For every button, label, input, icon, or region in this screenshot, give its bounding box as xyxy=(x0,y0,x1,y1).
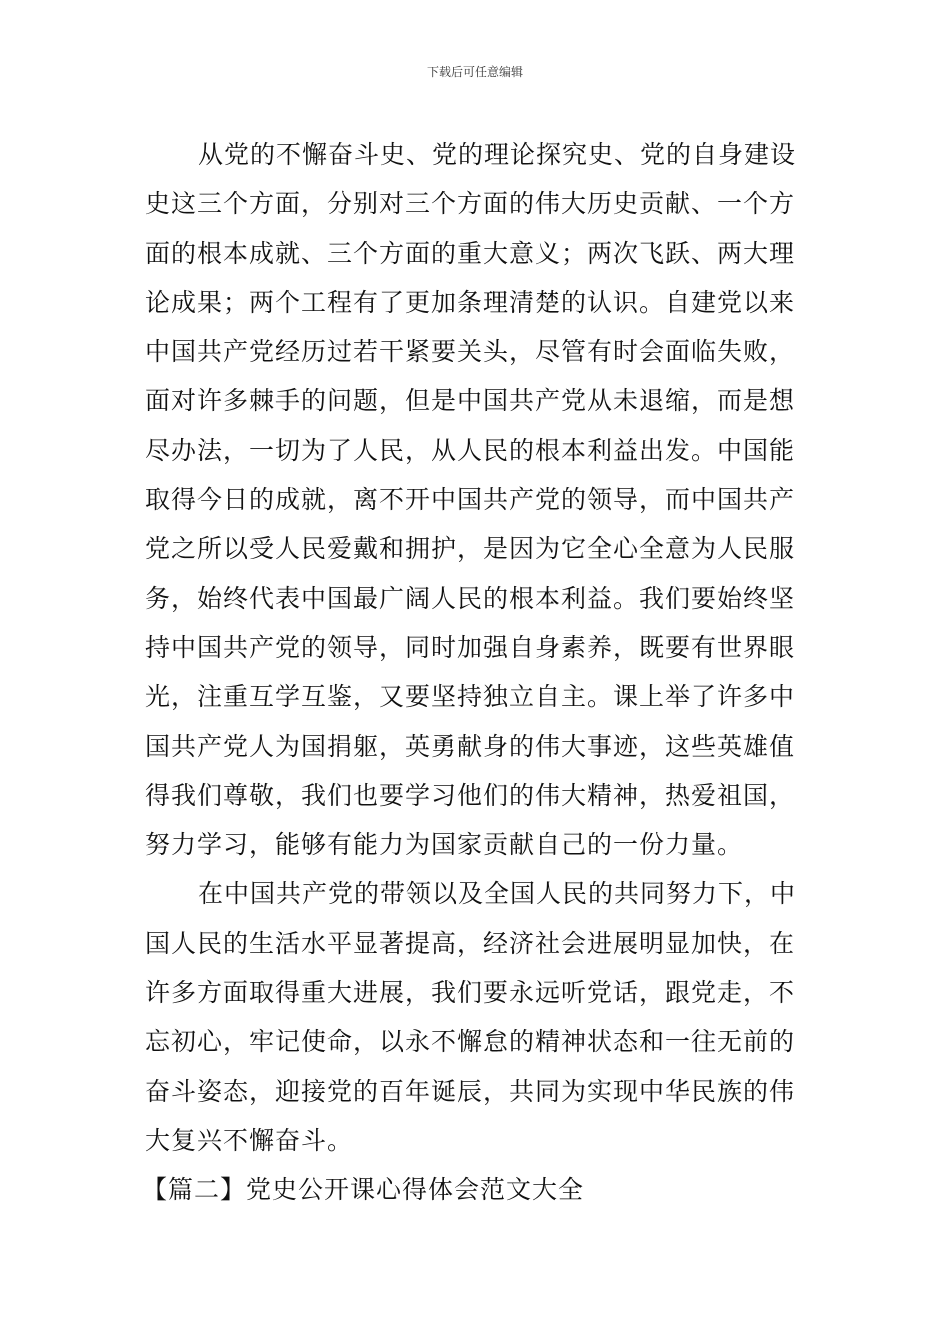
text-line: 面对许多棘手的问题，但是中国共产党从未退缩，而是想 xyxy=(145,386,796,416)
paragraph-1 xyxy=(145,130,807,869)
text-line: 持中国共产党的领导，同时加强自身素养，既要有世界眼 xyxy=(145,632,796,662)
text-line: 取得今日的成就，离不开中国共产党的领导，而中国共产 xyxy=(145,485,796,515)
text-line: 奋斗姿态，迎接党的百年诞辰，共同为实现中华民族的伟 xyxy=(145,1076,796,1106)
text-line: 许多方面取得重大进展，我们要永远听党话，跟党走，不 xyxy=(145,978,796,1008)
text-line: 从党的不懈奋斗史、党的理论探究史、党的自身建设 xyxy=(198,140,797,169)
text-line: 得我们尊敬，我们也要学习他们的伟大精神，热爱祖国， xyxy=(145,780,796,810)
text-line: 国人民的生活水平显著提高，经济社会进展明显加快，在 xyxy=(145,928,796,958)
text-line: 面的根本成就、三个方面的重大意义；两次飞跃、两大理 xyxy=(145,238,796,268)
text-line: 中国共产党经历过若干紧要关头，尽管有时会面临失败， xyxy=(145,337,796,367)
text-line: 忘初心，牢记使命，以永不懈怠的精神状态和一往无前的 xyxy=(145,1027,796,1057)
paragraph-2 xyxy=(145,869,807,1165)
text-line: 国共产党人为国捐躯，英勇献身的伟大事迹，这些英雄值 xyxy=(145,731,796,761)
section-heading: 【篇二】党史公开课心得体会范文大全 xyxy=(142,1175,585,1205)
text-line: 在中国共产党的带领以及全国人民的共同努力下，中 xyxy=(198,879,797,909)
text-line: 光，注重互学互鉴，又要坚持独立自主。课上举了许多中 xyxy=(145,682,796,712)
text-line: 尽办法，一切为了人民，从人民的根本利益出发。中国能 xyxy=(145,435,796,465)
document-body xyxy=(142,130,807,1215)
text-line: 论成果；两个工程有了更加条理清楚的认识。自建党以来 xyxy=(145,287,796,317)
page-header-note: 下载后可任意编辑 xyxy=(426,65,523,79)
text-line: 大复兴不懈奋斗。 xyxy=(145,1125,354,1155)
text-line: 史这三个方面，分别对三个方面的伟大历史贡献、一个方 xyxy=(145,189,796,219)
text-line: 努力学习，能够有能力为国家贡献自己的一份力量。 xyxy=(145,830,744,860)
text-line: 党之所以受人民爱戴和拥护，是因为它全心全意为人民服 xyxy=(145,534,796,564)
text-line: 务，始终代表中国最广阔人民的根本利益。我们要始终坚 xyxy=(145,583,796,613)
